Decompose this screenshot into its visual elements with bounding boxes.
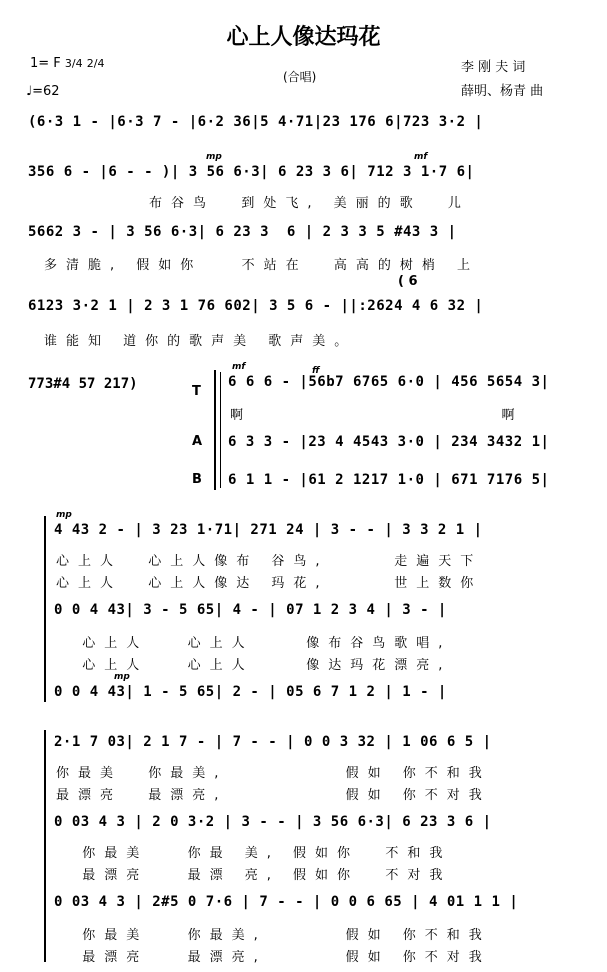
- low-music: 0 03 4 3 | 2#5 0 7·6 | 7 - - | 0 0 6 65 | 4 01 1 1 |: [54, 894, 519, 910]
- tempo-marking: ♩=62: [26, 84, 60, 99]
- dynamic-mp: mp: [114, 672, 130, 682]
- lyricist-credit: 李 刚 夫 词: [461, 60, 526, 75]
- system-3-music: 5662 3 - | 3 56 6·3| 6 23 3 6 | 2 3 3 5 #43 3 |: [28, 224, 457, 240]
- melody-music: 4 43 2 - | 3 23 1·71| 271 24 | 3 - - | 3 3 2 1 |: [54, 522, 483, 538]
- inner-lyrics-verse-2: 最漂亮 最漂 亮, 假如你 不对我: [56, 868, 452, 883]
- melody-music: 2·1 7 03| 2 1 7 - | 7 - - | 0 0 3 32 | 1 06 6 5 |: [54, 734, 492, 750]
- inner-lyrics-verse-1: 心上人 心上人 像布谷鸟歌唱,: [56, 636, 452, 651]
- system-1-music: (6·3 1 - |6·3 7 - |6·2 36|5 4·71|23 176 6|723 3·2 |: [28, 114, 484, 130]
- inner-music: 0 03 4 3 | 2 0 3·2 | 3 - - | 3 56 6·3| 6 23 3 6 |: [54, 814, 492, 830]
- system-4-lyrics: 谁能知 道你的歌声美 歌声美。: [44, 334, 357, 349]
- dynamic-mf: mf: [414, 152, 428, 162]
- tenor-music: 6 6 6 - |56b7 6765 6·0 | 456 5654 3|: [228, 374, 550, 390]
- melody-lyrics-verse-1: 你最美 你最美, 假如 你不和我: [56, 766, 491, 781]
- note-above: ( 6: [398, 274, 418, 289]
- dynamic-mp: mp: [206, 152, 222, 162]
- system-bracket: [220, 372, 221, 488]
- low-music: 0 0 4 43| 1 - 5 65| 2 - | 05 6 7 1 2 | 1 - |: [54, 684, 447, 700]
- melody-lyrics-verse-2: 最漂亮 最漂亮, 假如 你不对我: [56, 788, 491, 803]
- system-brace: [44, 730, 46, 962]
- system-4-music: 6123 3·2 1 | 2 3 1 76 602| 3 5 6 - ||:2624 4 6 32 |: [28, 298, 484, 314]
- key-label: 1= F: [30, 56, 61, 71]
- low-lyrics-verse-2: 最漂亮 最漂亮, 假如 你不对我: [56, 950, 491, 965]
- part-label-alto: A: [192, 434, 203, 449]
- composer-credit: 薛明、杨青 曲: [461, 84, 544, 99]
- system-brace: [44, 516, 46, 702]
- time-signature-1: 3/4: [64, 57, 83, 70]
- tenor-lyrics: 啊 啊: [230, 408, 524, 423]
- system-2-lyrics: 布谷鸟 到处飞, 美丽的歌 儿: [44, 196, 470, 211]
- time-signature-2: 2/4: [86, 57, 105, 70]
- key-signature: [30, 56, 104, 71]
- part-label-bass: B: [192, 472, 202, 487]
- system-2-music: 356 6 - |6 - - )| 3 56 6·3| 6 23 3 6| 712 3 1·7 6|: [28, 164, 475, 180]
- dynamic-mp: mp: [56, 510, 72, 520]
- page-title: 心上人像达玛花: [226, 25, 381, 50]
- alto-music: 6 3 3 - |23 4 4543 3·0 | 234 3432 1|: [228, 434, 550, 450]
- performance-note: (合唱): [283, 70, 317, 84]
- intro-line: 773#4 57 217): [28, 376, 138, 392]
- melody-lyrics-verse-1: 心上人 心上人像布 谷鸟, 走遍天下: [56, 554, 483, 569]
- system-brace: [214, 370, 216, 490]
- inner-music: 0 0 4 43| 3 - 5 65| 4 - | 07 1 2 3 4 | 3 - |: [54, 602, 447, 618]
- bass-music: 6 1 1 - |61 2 1217 1·0 | 671 7176 5|: [228, 472, 550, 488]
- dynamic-mf: mf: [232, 362, 246, 372]
- inner-lyrics-verse-1: 你最美 你最 美, 假如你 不和我: [56, 846, 452, 861]
- low-lyrics-verse-1: 你最美 你最美, 假如 你不和我: [56, 928, 491, 943]
- system-3-lyrics: 多清脆, 假如你 不站在 高高的树梢 上: [44, 258, 480, 273]
- inner-lyrics-verse-2: 心上人 心上人 像达玛花漂亮,: [56, 658, 452, 673]
- dynamic-ff: ff: [312, 366, 320, 376]
- melody-lyrics-verse-2: 心上人 心上人像达 玛花, 世上数你: [56, 576, 483, 591]
- part-label-tenor: T: [192, 384, 201, 399]
